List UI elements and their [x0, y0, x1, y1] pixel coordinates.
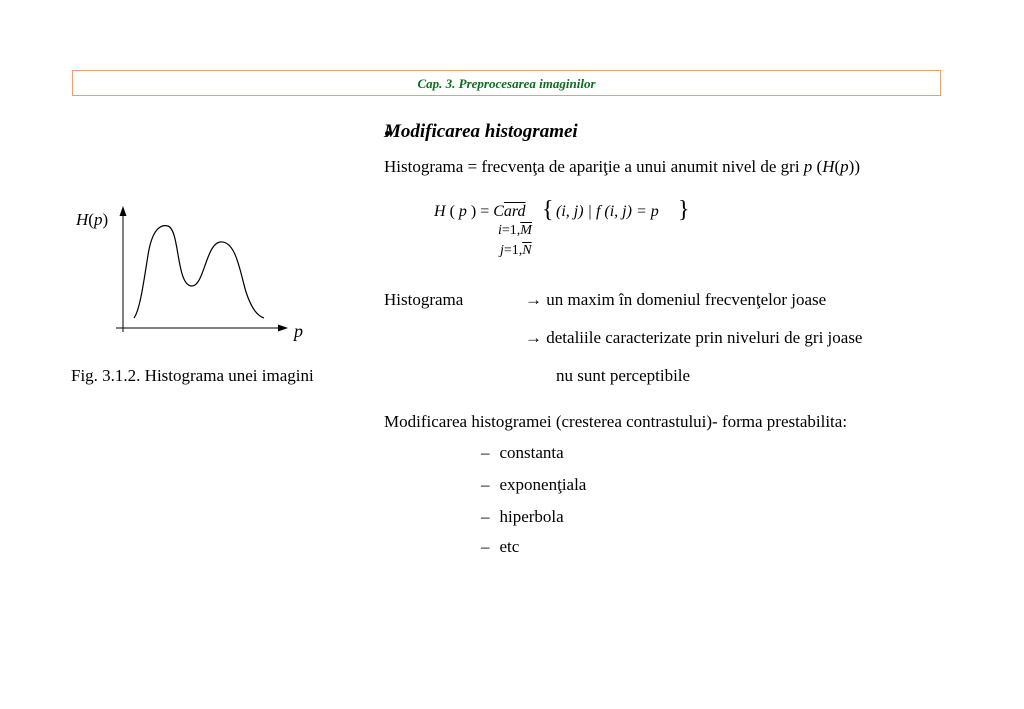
list-item: – etc [481, 537, 520, 556]
property-2: → detaliile caracterizate prin niveluri de gri joase [525, 328, 863, 347]
x-axis-arrow-icon [278, 325, 288, 332]
properties-label: Histograma [384, 290, 464, 309]
histogram-figure [70, 200, 320, 350]
dash-icon: – [481, 443, 490, 462]
right-arrow-icon: → [525, 328, 542, 347]
formula-set: (i, j) | f (i, j) = p [556, 203, 659, 220]
chapter-header [72, 70, 941, 96]
property-1: → un maxim în domeniul frecvenţelor joase [525, 290, 827, 309]
x-axis-label: p [294, 321, 303, 341]
list-item: – hiperbola [481, 507, 564, 526]
property-2-continuation: nu sunt perceptibile [556, 366, 691, 385]
chapter-title: Cap. 3. Preprocesarea imaginilor [417, 76, 596, 91]
modification-intro: Modificarea histogramei (cresterea contrastului)- forma prestabilita: [384, 412, 848, 431]
right-arrow-icon: → [525, 290, 542, 309]
dash-icon: – [481, 507, 490, 526]
formula-index-j: $j=1,\overline{N}$ [500, 243, 532, 258]
figure-caption: Fig. 3.1.2. Histograma unei imagini [71, 366, 314, 385]
formula-index-i: $i=1,\overline{M}$ [498, 223, 532, 238]
list-item: – constanta [481, 443, 564, 462]
dash-icon: – [481, 537, 490, 556]
histogram-definition: Histograma = frecvenţa de apariţie a unui anumit nivel de gri p (H(p)) [384, 157, 860, 176]
formula-card: $C\overline{ard}$ [493, 203, 526, 220]
formula-lhs: H ( p ) = [434, 203, 490, 220]
y-axis-label: H(p) [76, 210, 109, 229]
open-brace-icon: { [542, 197, 554, 223]
list-item: – exponenţiala [481, 475, 587, 494]
y-axis-arrow-icon [120, 206, 127, 216]
close-brace-icon: } [678, 197, 690, 223]
dash-icon: – [481, 475, 490, 494]
histogram-curve [134, 226, 264, 318]
histogram-formula [434, 197, 694, 263]
section-title: Modificarea histogramei [384, 121, 578, 142]
